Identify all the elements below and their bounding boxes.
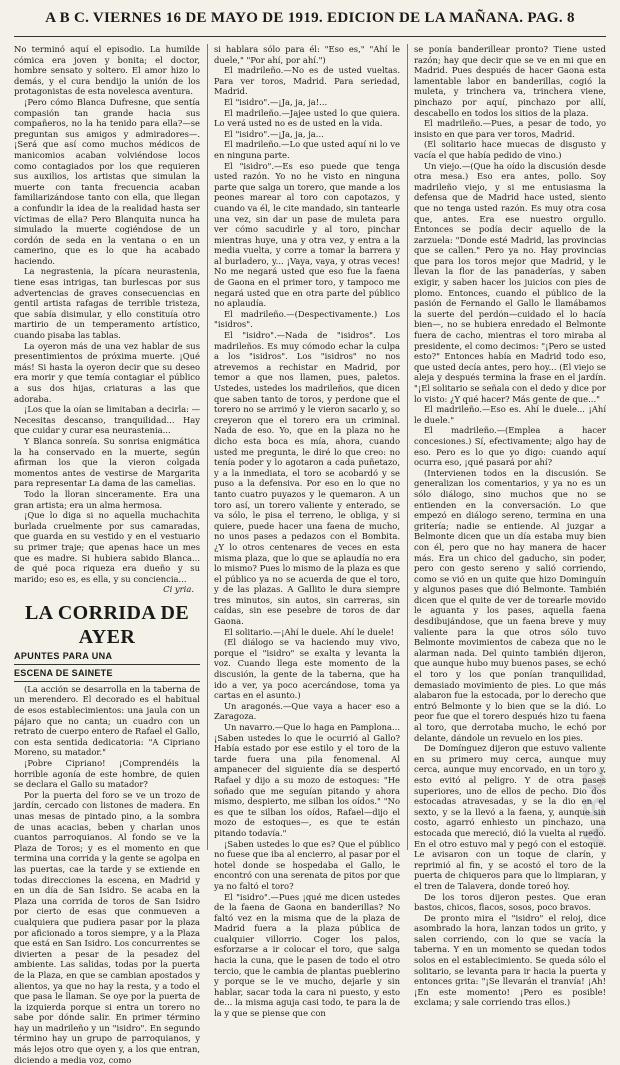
paragraph: (Intervienen todos en la discusión. Se generalizan los comentarios, y ya no es un sólo diálogo, sino muchos que no se entienden en la conversación. Lo que empezó en diálogo sereno, termina en una gritería; nadie se entiende. Al juzgar a Belmonte dicen que un día estaba muy bien con él, pero que no hay manera de hacer más. Era un chico del gaducho, sin poder, pero con gesto sereno y salió corriendo, como se vió en un quite que hizo Dominguín y algunos pases que dió Belmonte. También dicen que el quite de ver de torearle movido le aguanta y los pases, aquella faena desdibujándose, que un faena breve y muy valiente para la que otros sólo tuvo Belmonte movimientos de cabeza que no le alarman nada. Del quinto también dijeron, que aunque hubo muy buenos pases, se echó el toro y los que ponían tranquilidad, demasiado movimiento de pies. Lo que más alabaron fue la estocada, por lo derecho que entró Belmonte y lo bien que se la dió. Lo peor fue que el torero después hizo tu faena al toro, que derrotaba mucho, le echó por delante, dándole un revuelo en los pies. (414, 467, 606, 743)
paragraph: (El solitario hace muecas de disgusto y vacía el que había pedido de vino.) (414, 139, 606, 160)
paragraph: si hablara sólo para él: "Eso es," "Ahí le duele," "Por ahí, por ahí.") (214, 44, 400, 65)
paragraph: La oyeron más de una vez hablar de sus presentimientos de próxima muerte. ¡Qué más! Si hasta la oyeron decir que su deseo era morir y que temía contagiar el público a sus dos hijas, criaturas a las que adoraba. (14, 340, 200, 404)
paragraph: El "isidro".—Nada de "isidros". Los madrileños. Es muy cómodo echar la culpa a los "isidros". Los "isidros" no nos atrevemos a rechistar en Madrid, por temor a que nos llamen, pues, paletos. Ustedes, ustedes los madrileños, que dicen que saben tanto de toros, y perdone que el torero no se arrimó y le vieron sacarlo y, so creyeron que el torero era un criminal. Nada de eso. Yo, que en la plaza no he dicho esta boca es mía, ahora, cuando usted me pregunta, le diré lo que creo: no tenía poder y lo agotaron a cada puñetazo, y a la inmediata, el toro se acobardó y se puso a la defensiva. Por eso en lo que no tanto cuatro puyazos y le quemaron. A un toro así, un torero valiente y enterado, se va sólo, le pisa el terreno, le obliga, y si quiere, puede hacer una faena de mucho, no unos pases a pedazos con el Bombita. ¿Y lo otros centenares de veces en esta misma plaza, que lo que se aplaudía no era lo mismo? Pues lo mismo de la plaza es que el público ya no se acuerda de que el toro, y de las plazas. A Gallito le dura siempre tres minutos, sin autos, sin carreras, sin caídas, sin ese pesebre de toros de dar Gaona. (214, 330, 400, 627)
paragraph: El madrileño.—No es de usted vueltas. Para ver toros, Madrid. Para seriedad, Madrid. (214, 65, 400, 97)
paragraph: El "isidro".—¡Ja, ja, ja!... (224, 96, 328, 107)
paragraph: El madrileño.—Eso es. Ahí le duele... ¡Ahí le duele." (414, 404, 606, 425)
paragraph: El madrileño.—Pues, a pesar de todo, yo insisto en que para ver toros, Madrid. (414, 118, 606, 139)
paragraph: El "isidro".—Pues ¡qué me dicen ustedes de la faena de Gaona en banderillas? No faltó vez en la misma que de la plaza de Madrid fuera a la plaza pública de cualquier villorrio. Coger los palos, esforzarse a ir colocar el toro, que salga hacia la cuna, que le pasen de todo el otro tercio, que le cambia de plantas pueblerino y porque se le ve mucho, dejarle y sin hablar, sacar toda la cara ni puesto, y esto de... la misma aguja casi todo, te para la de la y que se piense que con (214, 891, 400, 1019)
paragraph: El madrileño.—(Emplea a hacer concesiones.) Sí, efectivamente; algo hay de eso. Pero es lo que yo digo: cuando aquí ocurra eso, ¡qué pasará por ahí? (414, 425, 606, 468)
article-headline: LA CORRIDA DE AYER (24, 601, 190, 648)
paragraph: No terminó aquí el episodio. La humilde cómica era joven y bonita; el doctor, hombre sensato y soltero. El amor hizo lo demás, y el cura bendijo la unión de los protagonistas de esta novelesca aventura. (14, 44, 200, 97)
paragraph: De Domínguez dijeron que estuvo valiente en su primero muy cerca, aunque muy cerca, aunque muy encorvado, en un toro y, esto evitó al peligro. Y de otra pases superiores, uno de ellos de pecho. Dio dos estocadas atravesadas, y se la dio en el sexto, y se la llevó a la faena, y, aunque sin costo, agarró enhiesto un pinchazo, una estocada que mereció, dió la vuelta al ruedo. En el otro estuvo mal y pegó con el estoque. Le avisaron con un toque de clarín, y reprimió al fin, y se acostó el toro de la puerta de chiqueros para que lo limpiaran, y el tren de Talavera, donde toreó hoy. (414, 743, 606, 891)
masthead: A B C. VIERNES 16 DE MAYO DE 1919. EDICION DE LA MAÑANA. PAG. 8 (45, 10, 575, 26)
paragraph: Un aragonés.—Que vaya a hacer eso a Zaragoza. (214, 700, 400, 722)
paragraph: Y Blanca sonreía. Su sonrisa enigmática la ha conservado en la muerte, según afirman los que la vieron colgada momentos antes de vestirse de Margarita para representar La dama de las camelias. (14, 435, 200, 489)
paragraph: El "isidro".—¡Ja, ja, ja... (224, 128, 324, 139)
column-3 (414, 44, 606, 1008)
paragraph: De pronto mira el "isidro" el reloj, dice asombrado la hora, lanzan todos un grito, y salen corriendo, con lo que se vacía la taberna. Y en un momento se quedan todos solos en el establecimiento. Se queda sólo el solitario, se levanta para ir hacia la puerta y entonces grita: "¡Se llevarán el tranvía! ¡Ah! ¡En este momento! ¡Pero es posible! exclama; y sale corriendo tras ellos.) (414, 912, 606, 1008)
masthead-rule (14, 36, 606, 37)
paragraph: El madrileño.—Lo que usted aquí ni lo ve en ninguna parte. (214, 139, 400, 160)
paragraph: Por la puerta del foro se ve un trozo de jardín, cercado con listones de madera. En unas mesas de pintado pino, a la sombra de unas acacias, beben y charlan unos cuantos parroquianos. Al fondo se ve la Plaza de Toros; y es el momento en que termina una corrida y la gente se agolpa en las puertas, cae la tarde y se extiende en todas direcciones la escena, en Madrid y en un día de San Isidro. Se acaba en la Plaza una corrida de toros de San Isidro por cierto de esas que conmueven a cualquiera que pudiera pasar por la plaza por aficionado a toros siempre, y a la Plaza que está en San Isidro. Los concurrentes se divierten a pesar de la pesadez del ambiente. Las salidas, todas por la puerta de la Plaza, en que se cambian apostados y alientos, ya que no hay la resta, y a todo el que pasa le llaman. Se oye por la puerta de la izquierda porque si entra un torero no sabe por dónde salir. En primer término hay un madrileño y un "isidro". En segundo término hay un grupo de parroquianos, y más lejos otro que oyen y, a los que entran, diciendo a media voz, como (14, 789, 200, 1065)
paragraph: Un navarro.—Que lo haga en Pamplona... ¡Saben ustedes lo que le ocurrió al Gallo? Había estado por ese estilo y el toro de la tarde fuera una pila fenomenal. Al ampanecer del siguiente día se despertó Rafael y dijo a su mozo de estoques: "He soñado que me seguían pitando y ahora mismo, despierto, me silban los oídos." "No es que te silban los oídos, Rafael—dijo el mozo de estoques—, es que te están pitando todavía." (214, 722, 400, 838)
column-divider (407, 44, 408, 850)
paragraph: El madrileño.—(Despectivamente.) Los "isidros". (214, 308, 400, 330)
paragraph: (La acción se desarrolla en la taberna de un merendero. El decorado es el habitual de esos establecimientos: una jaula con un pájaro que no canta; un cuadro con un retrato de cuerpo entero de Rafael el Gallo, con esta sentida dedicatoria: "A Cipriano Moreno, su matador." (14, 683, 200, 758)
paragraph: El solitario.—¡Ahí le duele. Ahí le duele! (224, 626, 395, 637)
paragraph: Todo la lloran sinceramente. Era una gran artista; era un alma hermosa. (14, 488, 200, 510)
column-divider (207, 44, 208, 850)
paragraph: se ponía banderillear pronto? Tiene usted razón; hay que decir que se ve en mi que en Madrid. Pues después de hacer Gaona esta lamentable labor en banderillas, cogió la muleta, y trinchera va, trinchera viene, pinchazo por aquí, pinchazo por allí, descabello en todos los sitios de la plaza. (414, 44, 606, 118)
archive-watermark: ABC (578, 763, 611, 846)
paragraph: De los toros dijeron pestes. Que eran bastos, chicos, flacos, sosos, poco bravos. (414, 891, 606, 913)
paragraph: ¡Saben ustedes lo que es? Que el público no fuese que iba al encierro, al pasar por el hotel donde se hospedaba el Gallo, le encontró con una serenata de pitos por que ya no faltó el toro? (214, 838, 400, 891)
paragraph: Un viejo.—(Que ha oído la discusión desde otra mesa.) Eso era antes, pollo. Soy madrileño viejo, y si me entusiasma la defensa que de Madrid hace usted, siento que no tenga usted razón. Es muy otra cosa que, antes. Era ese nuestro orgullo. Entonces se podía decir aquello de la zarzuela: "Donde esté Madrid, las provincias que se callen." Pero ya no. Hay provincias que para los toros mejor que Madrid, y le llevan la flor de las panaderías, y saben exigir, y saben hacer los juicios con pies de plomo. Entonces, cuando el público de la pasión de Fernando el Gallo le llamábamos la suerte del perdón—cuidado el lo hacía bien—, no se hubiera enredado el Belmonte fuera de cacho, mientras el toro miraba al presidente, el como decimos: "¡Pero se usted esto?" Entonces había en Madrid todo eso, que usted decía antes, pero hoy... (El viejo se aleja y después termina la frase en el jardín. "¡El solitario se señala con el dedo y dice por lo visto: ¿Y qué hacer? Más gente de que..." (414, 160, 606, 404)
paragraph: ¡Pero cómo Blanca Dufresne, que sentía compasión tan grande hacia sus compañeros, no la ha tenido para ella?—se preguntan sus amigos y admiradores—. ¡Será que así como muchos médicos de manicomios acaban volviéndose locos como contagiados por los que requieren sus auxilios, los artistas que simulan la muerte con tanta frecuencia acaban familiarizándose tanto con ella, que llegan a confundir la idea de la realidad hasta ser víctimas de ella? Pero Blanquita nunca ha simulado la muerte cogiéndose de un cordón de seda en la ventana o en un camerino, que es lo que ha acabado haciendo. (14, 96, 200, 266)
article-subhead: APUNTES PARA UNA (14, 649, 200, 665)
paragraph: El madrileño.—Jajee usted lo que quiera. Lo verá usted no es de usted en la vida. (214, 107, 400, 129)
paragraph: La negrastenia, la pícara neurastenia, tiene esas intrigas, tan burlescas por sus advertencias de graves consecuencias en gentil artista rafagas de terrible tristeza, que sabía disimular, y ello constituía otro martirio de un temperamento artístico, cuando pisaba las tablas. (14, 266, 200, 341)
column-1 (14, 44, 200, 1065)
paragraph: (El diálogo se va haciendo muy vivo, porque el "isidro" se exalta y levanta la voz. Cuando llega este momento de la discusión, la gente de la taberna, que ha ido a ver, ya poco acercándose, toma ya cartas en el asunto.) (214, 637, 400, 701)
author-signature: Ci yria. (163, 584, 194, 595)
paragraph: ¡Que lo diga si no aquella muchachita burlada cruelmente por sus camaradas, que guarda en su vestido y en el vestuario su primer traje; que apenas hace un mes que es madre. Si hubiera sabido Blanca... de qué poca riqueza era dueño y su marido; eso es, es ella, y su conciencia... (14, 510, 200, 584)
article-subhead-2: ESCENA DE SAINETE (14, 666, 200, 682)
paragraph: ¡Los que la oían se limitaban a decirla: —Necesitas descanso, tranquilidad... Hay que cuidar y curar esa neurastenia... (14, 404, 200, 436)
paragraph: El "isidro".—Es eso puede que tenga usted razón. Yo no he visto en ninguna parte que salga un torero, que mande a los peones marear al toro con capotazos, y cuando va él, le cite mandado, sin tantearle una vez, sin dar un pase de muleta para ver cómo sacudirle y al toro, pinchar mientras huye, una y otra vez, y entra a la media vuelta, y corre a tomar la barrera y al burladero, y... ¡Vaya, vaya, y otras veces! No me negará usted que eso fue la faena de Gaona en el primer toro, y tampoco me negará usted que en otra parte del público no aplaudía. (214, 160, 400, 309)
paragraph: ¡Pobre Cipriano! ¡Comprendéis la horrible agonía de este hombre, de quien se declara el Gallo su matador? (14, 758, 200, 790)
column-2 (214, 44, 400, 1019)
